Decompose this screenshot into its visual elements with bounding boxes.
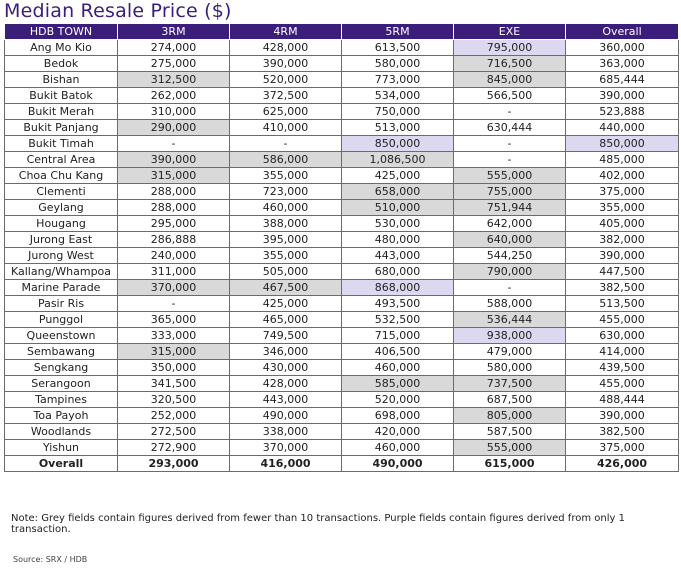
price-cell: - — [118, 136, 230, 152]
price-cell: 467,500 — [230, 280, 342, 296]
table-row — [5, 360, 679, 376]
price-cell: 439,500 — [566, 360, 679, 376]
price-cell: 642,000 — [454, 216, 566, 232]
price-cell: 460,000 — [230, 200, 342, 216]
price-cell: 425,000 — [342, 168, 454, 184]
town-name-cell: Yishun — [5, 440, 118, 456]
table-row — [5, 264, 679, 280]
price-cell: 566,500 — [454, 88, 566, 104]
price-cell: 388,000 — [230, 216, 342, 232]
table-row — [5, 312, 679, 328]
price-cell: 425,000 — [230, 296, 342, 312]
price-cell: 455,000 — [566, 312, 679, 328]
price-cell: 355,000 — [230, 248, 342, 264]
town-name-cell: Sembawang — [5, 344, 118, 360]
table-row — [5, 88, 679, 104]
town-name-cell: Bukit Merah — [5, 104, 118, 120]
price-cell: 613,500 — [342, 40, 454, 56]
price-cell: 288,000 — [118, 200, 230, 216]
price-cell: 414,000 — [566, 344, 679, 360]
town-name-cell: Serangoon — [5, 376, 118, 392]
table-row — [5, 184, 679, 200]
price-cell: 485,000 — [566, 152, 679, 168]
price-cell: 372,500 — [230, 88, 342, 104]
price-cell: 428,000 — [230, 376, 342, 392]
price-cell: 426,000 — [566, 456, 679, 472]
price-cell: 272,500 — [118, 424, 230, 440]
town-name-cell: Pasir Ris — [5, 296, 118, 312]
table-row — [5, 120, 679, 136]
price-cell: - — [230, 136, 342, 152]
price-cell: 346,000 — [230, 344, 342, 360]
town-name-cell: Hougang — [5, 216, 118, 232]
price-cell: 723,000 — [230, 184, 342, 200]
price-cell: 625,000 — [230, 104, 342, 120]
table-row — [5, 168, 679, 184]
table-row — [5, 152, 679, 168]
price-cell: 295,000 — [118, 216, 230, 232]
table-row — [5, 136, 679, 152]
price-cell: - — [454, 152, 566, 168]
price-cell: 795,000 — [454, 40, 566, 56]
price-cell: 715,000 — [342, 328, 454, 344]
table-row — [5, 56, 679, 72]
town-name-cell: Marine Parade — [5, 280, 118, 296]
price-cell: 845,000 — [454, 72, 566, 88]
town-name-cell: Punggol — [5, 312, 118, 328]
price-cell: - — [454, 136, 566, 152]
price-cell: 773,000 — [342, 72, 454, 88]
price-cell: 360,000 — [566, 40, 679, 56]
table-row — [5, 392, 679, 408]
price-cell: 493,500 — [342, 296, 454, 312]
price-cell: 405,000 — [566, 216, 679, 232]
column-header-3rm: 3RM — [118, 24, 230, 40]
price-cell: - — [118, 296, 230, 312]
table-row — [5, 440, 679, 456]
price-cell: 630,000 — [566, 328, 679, 344]
price-cell: 698,000 — [342, 408, 454, 424]
price-cell: 630,444 — [454, 120, 566, 136]
table-row — [5, 424, 679, 440]
price-cell: 370,000 — [230, 440, 342, 456]
town-name-cell: Toa Payoh — [5, 408, 118, 424]
price-cell: 315,000 — [118, 344, 230, 360]
price-cell: 505,000 — [230, 264, 342, 280]
price-cell: 275,000 — [118, 56, 230, 72]
price-cell: 755,000 — [454, 184, 566, 200]
price-cell: 274,000 — [118, 40, 230, 56]
table-row — [5, 232, 679, 248]
table-total-row — [5, 456, 679, 472]
price-cell: 440,000 — [566, 120, 679, 136]
column-header-5rm: 5RM — [342, 24, 454, 40]
price-cell: 749,500 — [230, 328, 342, 344]
price-cell: 460,000 — [342, 360, 454, 376]
price-cell: 716,500 — [454, 56, 566, 72]
town-name-cell: Queenstown — [5, 328, 118, 344]
price-cell: 751,944 — [454, 200, 566, 216]
price-cell: 416,000 — [230, 456, 342, 472]
price-cell: 510,000 — [342, 200, 454, 216]
price-cell: 240,000 — [118, 248, 230, 264]
table-row — [5, 408, 679, 424]
price-cell: 737,500 — [454, 376, 566, 392]
price-cell: 430,000 — [230, 360, 342, 376]
price-cell: 341,500 — [118, 376, 230, 392]
price-cell: 530,000 — [342, 216, 454, 232]
price-cell: 365,000 — [118, 312, 230, 328]
price-cell: - — [454, 280, 566, 296]
table-body — [5, 40, 679, 472]
price-cell: 443,000 — [342, 248, 454, 264]
town-name-cell: Ang Mo Kio — [5, 40, 118, 56]
source-text: Source: SRX / HDB — [13, 555, 88, 564]
price-cell: 520,000 — [342, 392, 454, 408]
price-cell: 640,000 — [454, 232, 566, 248]
price-cell: 534,000 — [342, 88, 454, 104]
town-name-cell: Geylang — [5, 200, 118, 216]
town-name-cell: Overall — [5, 456, 118, 472]
price-cell: 390,000 — [118, 152, 230, 168]
column-header-overall: Overall — [566, 24, 679, 40]
price-cell: 490,000 — [230, 408, 342, 424]
price-cell: 513,500 — [566, 296, 679, 312]
price-cell: 490,000 — [342, 456, 454, 472]
price-cell: 390,000 — [566, 248, 679, 264]
town-name-cell: Bukit Timah — [5, 136, 118, 152]
price-cell: 375,000 — [566, 440, 679, 456]
price-cell: 868,000 — [342, 280, 454, 296]
price-cell: 455,000 — [566, 376, 679, 392]
price-cell: 410,000 — [230, 120, 342, 136]
price-cell: 750,000 — [342, 104, 454, 120]
price-cell: 395,000 — [230, 232, 342, 248]
town-name-cell: Jurong West — [5, 248, 118, 264]
price-cell: 685,444 — [566, 72, 679, 88]
price-cell: 252,000 — [118, 408, 230, 424]
town-name-cell: Bukit Panjang — [5, 120, 118, 136]
table-row — [5, 280, 679, 296]
price-cell: 587,500 — [454, 424, 566, 440]
town-name-cell: Central Area — [5, 152, 118, 168]
table-header-row — [5, 24, 679, 40]
page-title: Median Resale Price ($) — [4, 0, 232, 22]
table-row — [5, 376, 679, 392]
price-cell: 555,000 — [454, 440, 566, 456]
price-cell: 428,000 — [230, 40, 342, 56]
price-cell: 355,000 — [230, 168, 342, 184]
price-cell: 363,000 — [566, 56, 679, 72]
price-cell: 850,000 — [566, 136, 679, 152]
table-row — [5, 328, 679, 344]
town-name-cell: Bishan — [5, 72, 118, 88]
price-cell: 390,000 — [566, 408, 679, 424]
price-cell: 520,000 — [230, 72, 342, 88]
price-cell: 375,000 — [566, 184, 679, 200]
price-cell: 580,000 — [454, 360, 566, 376]
price-cell: 488,444 — [566, 392, 679, 408]
price-cell: 272,900 — [118, 440, 230, 456]
price-cell: 288,000 — [118, 184, 230, 200]
price-cell: 1,086,500 — [342, 152, 454, 168]
price-cell: 382,000 — [566, 232, 679, 248]
town-name-cell: Clementi — [5, 184, 118, 200]
price-cell: 480,000 — [342, 232, 454, 248]
town-name-cell: Kallang/Whampoa — [5, 264, 118, 280]
price-cell: 586,000 — [230, 152, 342, 168]
town-name-cell: Choa Chu Kang — [5, 168, 118, 184]
price-cell: 850,000 — [342, 136, 454, 152]
price-cell: 350,000 — [118, 360, 230, 376]
price-cell: 406,500 — [342, 344, 454, 360]
price-cell: 479,000 — [454, 344, 566, 360]
column-header-exe: EXE — [454, 24, 566, 40]
price-cell: 315,000 — [118, 168, 230, 184]
price-cell: 680,000 — [342, 264, 454, 280]
price-cell: 615,000 — [454, 456, 566, 472]
price-cell: 790,000 — [454, 264, 566, 280]
table-row — [5, 296, 679, 312]
price-cell: 320,500 — [118, 392, 230, 408]
price-cell: 382,500 — [566, 424, 679, 440]
town-name-cell: Jurong East — [5, 232, 118, 248]
price-cell: 536,444 — [454, 312, 566, 328]
price-cell: 355,000 — [566, 200, 679, 216]
town-name-cell: Tampines — [5, 392, 118, 408]
price-cell: 311,000 — [118, 264, 230, 280]
table-row — [5, 104, 679, 120]
price-cell: 555,000 — [454, 168, 566, 184]
price-cell: 402,000 — [566, 168, 679, 184]
price-cell: 382,500 — [566, 280, 679, 296]
price-cell: 544,250 — [454, 248, 566, 264]
table-row — [5, 200, 679, 216]
price-cell: 447,500 — [566, 264, 679, 280]
price-cell: 390,000 — [230, 56, 342, 72]
column-header-town: HDB TOWN — [5, 24, 118, 40]
price-cell: 390,000 — [566, 88, 679, 104]
price-cell: 420,000 — [342, 424, 454, 440]
table-row — [5, 72, 679, 88]
resale-price-table — [4, 23, 679, 472]
price-cell: 443,000 — [230, 392, 342, 408]
price-cell: 310,000 — [118, 104, 230, 120]
price-cell: - — [454, 104, 566, 120]
town-name-cell: Bedok — [5, 56, 118, 72]
price-cell: 513,000 — [342, 120, 454, 136]
price-cell: 938,000 — [454, 328, 566, 344]
price-cell: 523,888 — [566, 104, 679, 120]
price-cell: 312,500 — [118, 72, 230, 88]
price-cell: 460,000 — [342, 440, 454, 456]
price-cell: 585,000 — [342, 376, 454, 392]
footnote: Note: Grey fields contain figures derived from fewer than 10 transactions. Purple fields contain figures derived from only 1 transaction. — [11, 513, 625, 535]
price-cell: 658,000 — [342, 184, 454, 200]
price-cell: 333,000 — [118, 328, 230, 344]
town-name-cell: Sengkang — [5, 360, 118, 376]
table-row — [5, 40, 679, 56]
price-cell: 588,000 — [454, 296, 566, 312]
column-header-4rm: 4RM — [230, 24, 342, 40]
table-row — [5, 248, 679, 264]
price-cell: 338,000 — [230, 424, 342, 440]
price-cell: 465,000 — [230, 312, 342, 328]
town-name-cell: Bukit Batok — [5, 88, 118, 104]
price-cell: 687,500 — [454, 392, 566, 408]
price-cell: 262,000 — [118, 88, 230, 104]
table-row — [5, 216, 679, 232]
price-cell: 286,888 — [118, 232, 230, 248]
price-cell: 580,000 — [342, 56, 454, 72]
price-cell: 805,000 — [454, 408, 566, 424]
price-cell: 532,500 — [342, 312, 454, 328]
price-cell: 290,000 — [118, 120, 230, 136]
table-row — [5, 344, 679, 360]
price-cell: 293,000 — [118, 456, 230, 472]
town-name-cell: Woodlands — [5, 424, 118, 440]
price-cell: 370,000 — [118, 280, 230, 296]
